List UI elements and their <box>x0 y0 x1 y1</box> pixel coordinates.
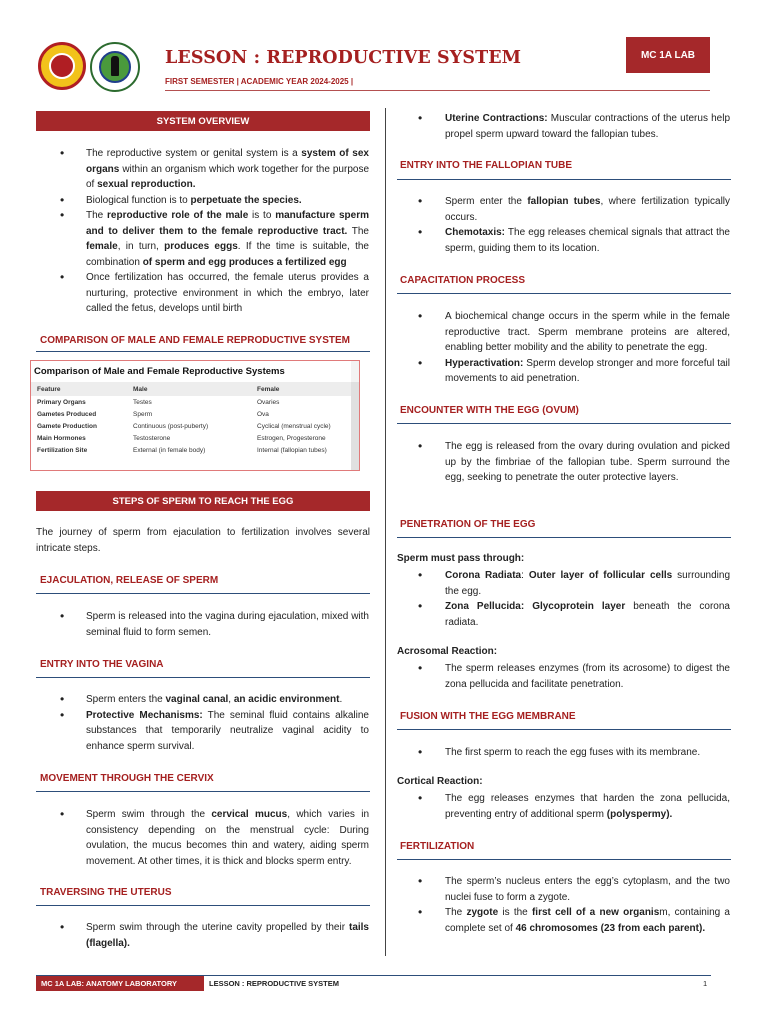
bold-run: Corona Radiata <box>445 570 522 581</box>
bold-run: vaginal canal <box>165 694 229 705</box>
table-title: Comparison of Male and Female Reproductive Systems <box>34 366 285 377</box>
bold-run: Uterine Contractions: <box>445 113 548 124</box>
section-rule <box>397 179 731 180</box>
section-rule <box>36 593 370 594</box>
table-cell: Ova <box>257 410 269 418</box>
fusion-list <box>398 745 730 761</box>
table-cell: Estrogen, Progesterone <box>257 434 326 442</box>
bullet-item: • Uterine Contractions: Muscular contractions of the uterus help propel sperm upward toward the fallopian tubes. <box>398 111 730 142</box>
capacitation-heading: CAPACITATION PROCESS <box>400 275 526 286</box>
bold-run: Hyperactivation: <box>445 357 524 369</box>
uterine-contractions-list <box>398 111 730 142</box>
section-rule <box>397 859 731 860</box>
bold-run: perpetuate the species. <box>190 194 302 206</box>
header-divider <box>165 90 710 91</box>
bold-run: 46 chromosomes (23 from each parent). <box>515 922 706 934</box>
bold-run: (polyspermy). <box>606 808 673 820</box>
bold-run: manufacture sperm and to deliver them to the female reproductive tract. <box>86 210 369 237</box>
college-seal-logo <box>90 42 140 92</box>
fallopian-list <box>398 194 730 256</box>
table-cell: Fertilization Site <box>37 446 88 454</box>
table-row <box>31 420 351 432</box>
table-cell: Gametes Produced <box>37 410 97 418</box>
capacitation-list <box>398 309 730 387</box>
section-rule <box>36 677 370 678</box>
bold-run: female <box>86 241 118 252</box>
fertilization-heading: FERTILIZATION <box>400 841 475 852</box>
vagina-heading: ENTRY INTO THE VAGINA <box>40 659 164 670</box>
bullet-item: • The egg releases enzymes that harden the zona pellucida, preventing entry of additional sperm (polyspermy). <box>398 791 730 822</box>
penetration-layers-list <box>398 568 730 630</box>
bold-run: an acidic environment <box>233 694 340 705</box>
section-rule <box>36 791 370 792</box>
encounter-list <box>398 439 730 486</box>
cortical-subhead: Cortical Reaction: <box>397 776 483 787</box>
comparison-table-image <box>30 360 360 471</box>
bold-run: Zona Pellucida: Glycoprotein layer <box>445 601 626 612</box>
steps-bar: STEPS OF SPERM TO REACH THE EGG <box>36 491 370 511</box>
bullet-item: • Zona Pellucida: Glycoprotein layer beneath the corona radiata. <box>398 599 730 630</box>
cervix-list <box>40 807 369 869</box>
table-cell: Main Hormones <box>37 434 86 442</box>
bold-run: system of sex organs <box>86 148 369 175</box>
table-header: Male <box>127 382 251 396</box>
encounter-heading: ENCOUNTER WITH THE EGG (OVUM) <box>400 405 579 416</box>
section-rule <box>36 905 370 906</box>
bold-run: Protective Mechanisms: <box>86 709 203 721</box>
table-row <box>31 444 351 456</box>
bullet-item: • Sperm is released into the vagina during ejaculation, mixed with seminal fluid to form semen. <box>40 609 369 640</box>
table-row <box>31 396 351 408</box>
bullet-item: • Corona Radiata: Outer layer of follicular cells surrounding the egg. <box>398 568 730 599</box>
table-row <box>31 432 351 444</box>
fertilization-list <box>398 874 730 936</box>
bullet-item: • The sperm’s nucleus enters the egg’s cytoplasm, and the two nuclei fuse to form a zygote. <box>398 874 730 905</box>
uterus-list <box>40 920 369 951</box>
section-rule <box>397 729 731 730</box>
bold-run: produces eggs <box>164 241 238 252</box>
table-cell: Continuous (post-puberty) <box>133 422 209 430</box>
table-cell: Testes <box>133 398 152 406</box>
footer-lesson: LESSON : REPRODUCTIVE SYSTEM <box>209 979 340 988</box>
bullet-item: • The egg is released from the ovary during ovulation and picked up by the fimbriae of the fallopian tube. Sperm surround the egg, seeking to penetrate the outer protective layers. <box>398 439 730 486</box>
acrosomal-subhead: Acrosomal Reaction: <box>397 646 498 657</box>
table-cell: Primary Organs <box>37 398 86 406</box>
bullet-item: • Protective Mechanisms: The seminal fluid contains alkaline substances that temporarily neutralize vaginal acidity to enhance sperm survival. <box>40 708 369 755</box>
table-cell: Testosterone <box>133 434 171 442</box>
bullet-item: • Chemotaxis: The egg releases chemical signals that attract the sperm, guiding them to its location. <box>398 225 730 256</box>
uterus-heading: TRAVERSING THE UTERUS <box>40 887 172 898</box>
bold-run: Chemotaxis: <box>445 227 506 238</box>
bullet-item: • A biochemical change occurs in the sperm while in the female reproductive tract. Sperm membrane proteins are altered, enabling better mobility and the ability to penetrate the egg. <box>398 309 730 356</box>
cortical-list <box>398 791 730 822</box>
system-overview-bar: SYSTEM OVERVIEW <box>36 111 370 131</box>
bullet-item: • Sperm enters the vaginal canal, an acidic environment. <box>40 692 369 708</box>
bullet-item: • The reproductive system or genital system is a system of sex organs within an organism which work together for the purpose of sexual reproduction. <box>40 146 369 193</box>
table-cell: Cyclical (menstrual cycle) <box>257 422 331 430</box>
page-title: LESSON : REPRODUCTIVE SYSTEM <box>165 48 522 68</box>
acrosomal-list <box>398 661 730 692</box>
table-row <box>31 408 351 420</box>
footer-badge: MC 1A LAB: ANATOMY LABORATORY <box>36 976 204 991</box>
cervix-heading: MOVEMENT THROUGH THE CERVIX <box>40 773 214 784</box>
bold-run: cervical mucus <box>211 809 288 820</box>
table-header: Feature <box>31 382 127 396</box>
bold-run: first cell of a new organis <box>531 907 660 918</box>
section-rule <box>36 351 370 352</box>
course-badge: MC 1A LAB <box>626 37 710 73</box>
section-rule <box>397 423 731 424</box>
comparison-heading: COMPARISON OF MALE AND FEMALE REPRODUCTIVE SYSTEM <box>40 335 351 346</box>
table-cell: External (in female body) <box>133 446 206 454</box>
bold-run: tails (flagella). <box>86 922 369 949</box>
bullet-item: • The first sperm to reach the egg fuses with its membrane. <box>398 745 730 761</box>
bullet-item: • Hyperactivation: Sperm develop stronger and more forceful tail movements to aid penetration. <box>398 356 730 387</box>
page-number: 1 <box>703 979 708 988</box>
table-cell: Ovaries <box>257 398 280 406</box>
scrollbar-top <box>351 361 359 382</box>
bold-run: reproductive role of the male <box>107 210 249 221</box>
bold-run: of sperm and egg produces a fertilized egg <box>142 256 347 268</box>
table-cell: Internal (fallopian tubes) <box>257 446 327 454</box>
bullet-item: • Sperm swim through the uterine cavity propelled by their tails (flagella). <box>40 920 369 951</box>
fusion-heading: FUSION WITH THE EGG MEMBRANE <box>400 711 576 722</box>
bold-run: Outer layer of follicular cells <box>528 570 673 581</box>
penetration-heading: PENETRATION OF THE EGG <box>400 519 536 530</box>
table-cell: Sperm <box>133 410 153 418</box>
bullet-item: • The reproductive role of the male is to manufacture sperm and to deliver them to the female reproductive tract. The female, in turn, produces eggs. If the time is suitable, the combination of sperm and egg produces a fertilized egg <box>40 208 369 270</box>
section-rule <box>397 537 731 538</box>
page-subtitle: FIRST SEMESTER | ACADEMIC YEAR 2024-2025 | <box>165 77 354 86</box>
steps-intro: The journey of sperm from ejaculation to fertilization involves several intricate steps. <box>36 527 370 554</box>
vagina-list <box>40 692 369 754</box>
comparison-table <box>31 382 351 456</box>
bold-run: zygote <box>466 907 499 918</box>
ejaculation-heading: EJACULATION, RELEASE OF SPERM <box>40 575 219 586</box>
section-rule <box>397 293 731 294</box>
table-cell: Gamete Production <box>37 422 97 430</box>
penetration-subhead: Sperm must pass through: <box>397 553 525 564</box>
fallopian-heading: ENTRY INTO THE FALLOPIAN TUBE <box>400 160 573 171</box>
ejaculation-list <box>40 609 369 640</box>
bullet-item: • Biological function is to perpetuate the species. <box>40 193 369 209</box>
bold-run: fallopian tubes <box>527 196 601 207</box>
bullet-item: • Once fertilization has occurred, the female uterus provides a nurturing, protective environment in which the embryo, later called the fetus, develops until birth <box>40 270 369 317</box>
column-divider <box>385 108 386 956</box>
bullet-item: • The sperm releases enzymes (from its acrosome) to digest the zona pellucida and facilitate penetration. <box>398 661 730 692</box>
table-header: Female <box>251 382 351 396</box>
scrollbar <box>351 382 359 470</box>
bullet-item: • The zygote is the first cell of a new organism, containing a complete set of 46 chromosomes (23 from each parent). <box>398 905 730 936</box>
system-overview-list <box>40 146 369 317</box>
university-seal-logo <box>38 42 86 90</box>
bullet-item: • Sperm enter the fallopian tubes, where fertilization typically occurs. <box>398 194 730 225</box>
bold-run: sexual reproduction. <box>97 179 196 190</box>
bullet-item: • Sperm swim through the cervical mucus, which varies in consistency depending on the menstrual cycle: During ovulation, the mucus becomes thin and watery, aiding sperm movement. At other times, it is thick and blocks sperm entry. <box>40 807 369 869</box>
